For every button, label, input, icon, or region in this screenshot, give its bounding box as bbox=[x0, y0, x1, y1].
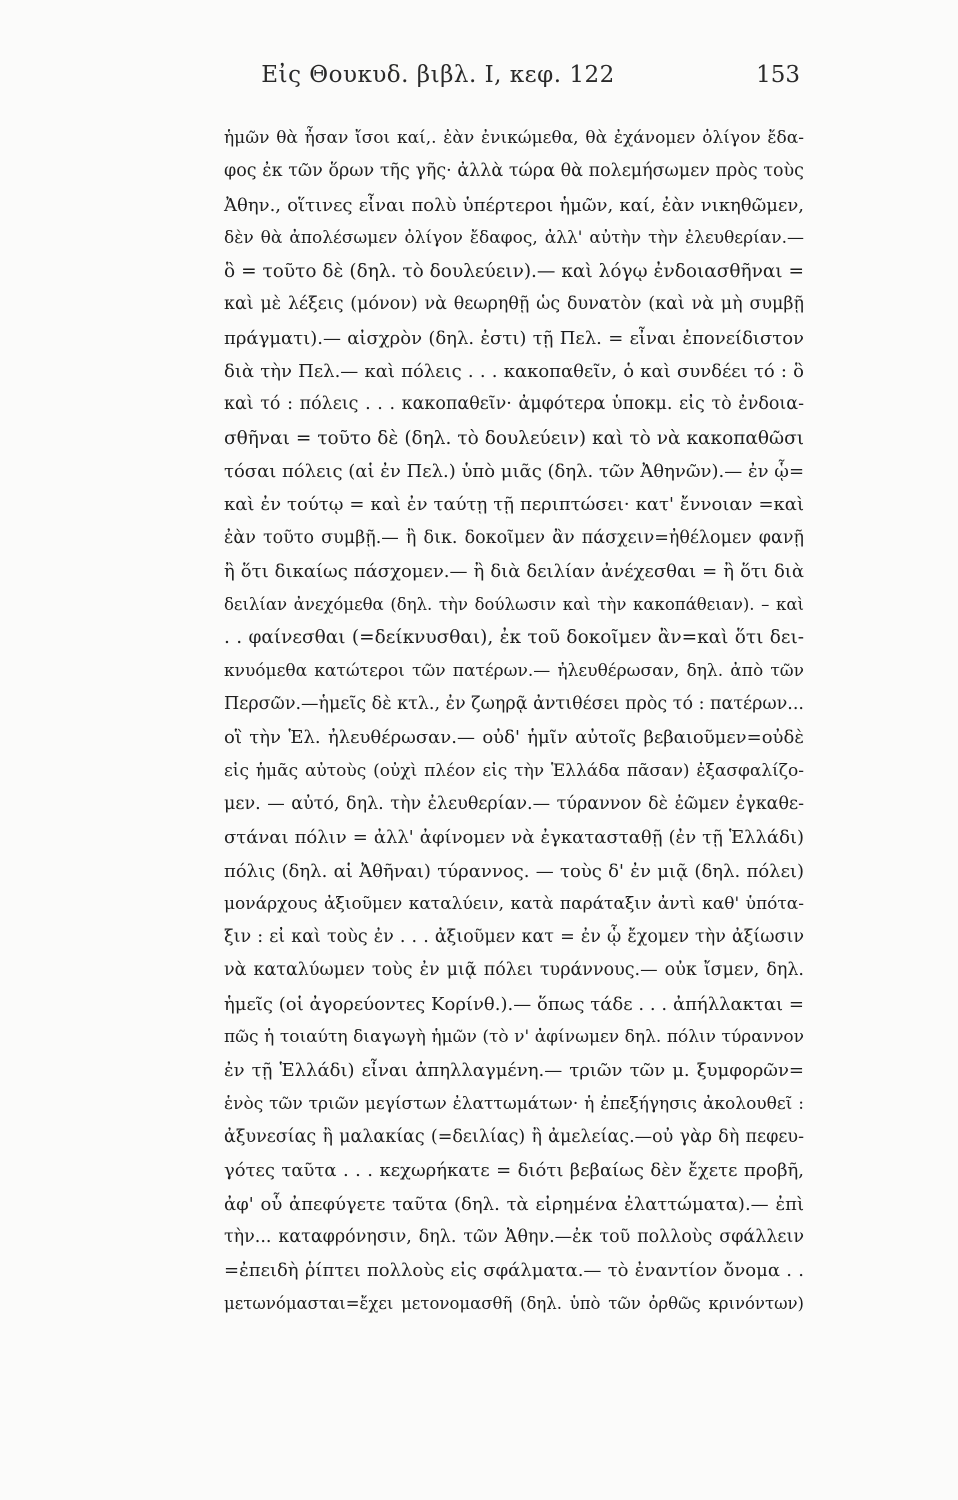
text-line: εἰς ἡμᾶς αὐτοὺς (οὐχὶ πλέον εἰς τὴν Ἑλλάδα πᾶσαν) ἐξασφαλίζο- bbox=[224, 760, 804, 781]
text-line: ἐὰν τοῦτο συμβῇ.— ἢ δικ. δοκοῖμεν ἂν πάσχειν=ἠθέλομεν φανῇ bbox=[224, 527, 804, 548]
text-line: ξιν : εἰ καὶ τοὺς ἐν . . . ἀξιοῦμεν κατ = ἐν ᾧ ἔχομεν τὴν ἀξίωσιν bbox=[224, 927, 804, 948]
running-title: Εἰς Θουκυδ. βιβλ. I, κεφ. 122 bbox=[261, 62, 615, 88]
text-line: μετωνόμασται=ἔχει μετονομασθῆ (δηλ. ὑπὸ τῶν ὀρθῶς κρινόντων) bbox=[224, 1294, 804, 1314]
page-number: 153 bbox=[756, 62, 800, 88]
text-line: ὃ = τοῦτο δὲ (δηλ. τὸ δουλεύειν).— καὶ λόγῳ ἐνδοιασθῆναι = bbox=[224, 261, 804, 283]
text-line: διὰ τὴν Πελ.— καὶ πόλεις . . . κακοπαθεῖν, ὁ καὶ συνδέει τό : ὃ bbox=[224, 361, 804, 383]
text-line: τὴν... καταφρόνησιν, δηλ. τῶν Ἀθην.—ἐκ τοῦ πολλοὺς σφάλλειν bbox=[224, 1226, 804, 1247]
text-line: ἑνὸς τῶν τριῶν μεγίστων ἐλαττωμάτων· ἡ ἐπεξήγησις ἀκολουθεῖ : bbox=[224, 1093, 804, 1114]
text-line: ἀξυνεσίας ἢ μαλακίας (=δειλίας) ἢ ἀμελείας.—οὐ γὰρ δὴ πεφευ- bbox=[224, 1126, 804, 1147]
text-line: πόλις (δηλ. αἱ Ἀθῆναι) τύραννος. — τοὺς δ' ἐν μιᾷ (δηλ. πόλει) bbox=[224, 860, 804, 882]
text-line: ἡμῶν θὰ ἦσαν ἴσοι καί,. ἐὰν ἐνικώμεθα, θὰ ἐχάνομεν ὀλίγον ἔδα- bbox=[224, 128, 804, 148]
text-line: μονάρχους ἀξιοῦμεν καταλύειν, κατὰ παράταξιν ἀντὶ καθ' ὑπότα- bbox=[224, 893, 804, 914]
text-line: στάναι πόλιν = ἀλλ' ἀφίνομεν νὰ ἐγκατασταθῇ (ἐν τῇ Ἑλλάδι) bbox=[224, 827, 804, 849]
text-line: =ἐπειδὴ ῥίπτει πολλοὺς εἰς σφάλματα.— τὸ ἐναντίον ὄνομα . . bbox=[224, 1260, 804, 1282]
text-line: καὶ τό : πόλεις . . . κακοπαθεῖν· ἀμφότερα ὑποκμ. εἰς τὸ ἐνδοια- bbox=[224, 394, 804, 415]
text-line: δὲν θὰ ἀπολέσωμεν ὀλίγον ἔδαφος, ἀλλ' αὐτὴν τὴν ἐλευθερίαν.— bbox=[224, 227, 804, 248]
text-line: Ἀθην., οἵτινες εἶναι πολὺ ὑπέρτεροι ἡμῶν, καί, ἐὰν νικηθῶμεν, bbox=[224, 194, 804, 216]
text-line: . . φαίνεσθαι (=δείκνυσθαι), ἐκ τοῦ δοκοῖμεν ἂν=καὶ ὅτι δει- bbox=[224, 627, 804, 649]
commentary-text bbox=[224, 122, 804, 1321]
text-line: καὶ ἐν τούτῳ = καὶ ἐν ταύτῃ τῇ περιπτώσει· κατ' ἔννοιαν =καὶ bbox=[224, 494, 804, 516]
text-line: σθῆναι = τοῦτο δὲ (δηλ. τὸ δουλεύειν) καὶ τὸ νὰ κακοπαθῶσι bbox=[224, 427, 804, 449]
text-line: οἳ τὴν Ἑλ. ἠλευθέρωσαν.— οὐδ' ἡμῖν αὐτοῖς βεβαιοῦμεν=οὐδὲ bbox=[224, 727, 804, 749]
text-line: φος ἐκ τῶν ὅρων τῆς γῆς· ἀλλὰ τώρα θὰ πολεμήσωμεν πρὸς τοὺς bbox=[224, 161, 804, 182]
text-line: γότες ταῦτα . . . κεχωρήκατε = διότι βεβαίως δὲν ἔχετε προβῆ, bbox=[224, 1160, 804, 1182]
text-line: τόσαι πόλεις (αἱ ἐν Πελ.) ὑπὸ μιᾶς (δηλ. τῶν Ἀθηνῶν).— ἐν ᾧ= bbox=[224, 460, 805, 482]
text-line: πῶς ἡ τοιαύτη διαγωγὴ ἡμῶν (τὸ ν' ἀφίνωμεν δηλ. πόλιν τύραννον bbox=[224, 1027, 804, 1048]
running-header bbox=[0, 62, 958, 102]
text-line: κνυόμεθα κατώτεροι τῶν πατέρων.— ἠλευθέρωσαν, δηλ. ἀπὸ τῶν bbox=[224, 660, 804, 681]
text-line: καὶ μὲ λέξεις (μόνον) νὰ θεωρηθῇ ὡς δυνατὸν (καὶ νὰ μὴ συμβῇ bbox=[224, 294, 804, 315]
text-line: νὰ καταλύωμεν τοὺς ἐν μιᾷ πόλει τυράννους.— οὐκ ἴσμεν, δηλ. bbox=[224, 960, 804, 981]
text-line: ἢ ὅτι δικαίως πάσχομεν.— ἢ διὰ δειλίαν ἀνέχεσθαι = ἢ ὅτι διὰ bbox=[224, 560, 804, 582]
text-line: Περσῶν.—ἡμεῖς δὲ κτλ., ἐν ζωηρᾷ ἀντιθέσει πρὸς τό : πατέρων... bbox=[224, 694, 804, 715]
text-line: ἐν τῇ Ἑλλάδι) εἶναι ἀπηλλαγμένη.— τριῶν τῶν μ. ξυμφορῶν= bbox=[224, 1060, 804, 1082]
text-line: πράγματι).— αἰσχρὸν (δηλ. ἐστι) τῇ Πελ. = εἶναι ἐπονείδιστον bbox=[224, 327, 804, 349]
text-line: ἀφ' οὗ ἀπεφύγετε ταῦτα (δηλ. τὰ εἰρημένα ἐλαττώματα).— ἐπὶ bbox=[224, 1193, 804, 1215]
text-line: ἡμεῖς (οἱ ἀγορεύοντες Κορίνθ.).— ὅπως τάδε . . . ἀπήλλακται = bbox=[224, 993, 804, 1015]
text-line: μεν. — αὐτό, δηλ. τὴν ἐλευθερίαν.— τύραννον δὲ ἐῶμεν ἐγκαθε- bbox=[224, 793, 804, 814]
text-line: δειλίαν ἀνεχόμεθα (δηλ. τὴν δούλωσιν καὶ τὴν κακοπάθειαν). – καὶ bbox=[224, 595, 804, 615]
